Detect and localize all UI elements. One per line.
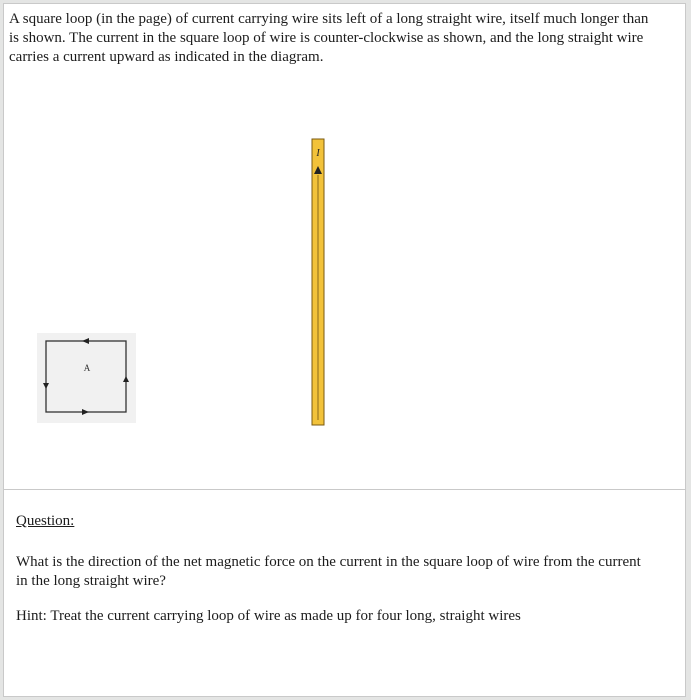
question-text: What is the direction of the net magnetic force on the current in the square loop of wire from the current in the long straight wire? — [16, 554, 641, 589]
loop-label: A — [83, 363, 91, 373]
problem-intro: A square loop (in the page) of current carrying wire sits left of a long straight wire, itself much longer than is shown. The current in the square loop of wire is counter-clockwise as shown, and the long straight wire carries a current upward as indicated in the diagram. — [9, 11, 649, 65]
question-panel — [3, 490, 686, 697]
loop-background — [37, 333, 136, 423]
hint-text: Hint: Treat the current carrying loop of wire as made up for four long, straight wires — [16, 608, 521, 624]
question-heading: Question: — [16, 513, 75, 529]
wire-current-label: I — [316, 148, 320, 159]
